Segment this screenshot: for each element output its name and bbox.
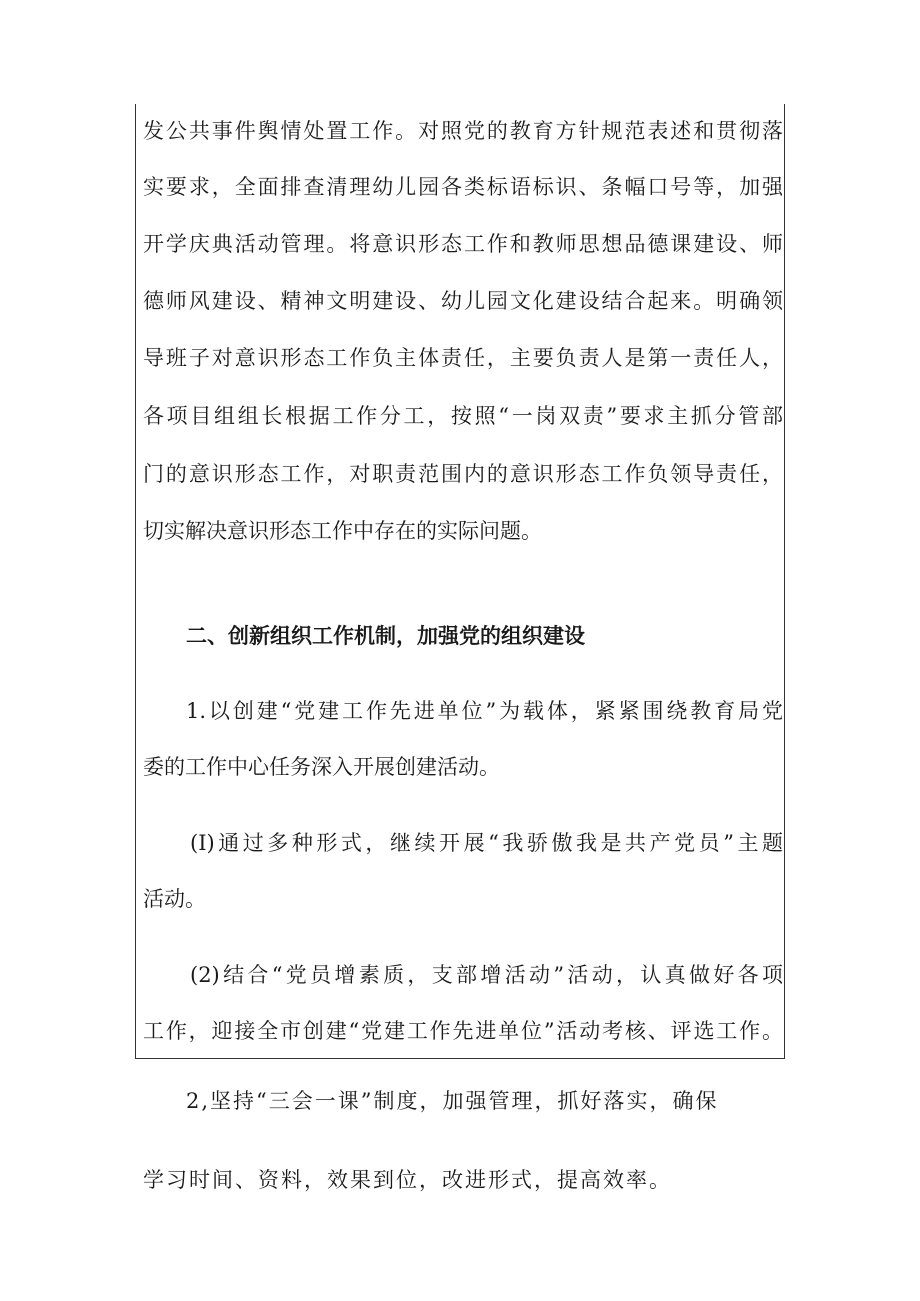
text-line: 导班子对意识形态工作负主体责任，主要负责人是第一责任人， bbox=[143, 346, 783, 370]
text-line: 切实解决意识形态工作中存在的实际问题。 bbox=[143, 519, 542, 543]
sub-item-line: (2)结合“党员增素质，支部增活动”活动，认真做好各项 bbox=[190, 963, 783, 987]
text-line: 学习时间、资料，效果到位，改进形式，提高效率。 bbox=[143, 1168, 672, 1192]
text-line: 开学庆典活动管理。将意识形态工作和教师思想品德课建设、师 bbox=[143, 232, 783, 256]
text-line: 德师风建设、精神文明建设、幼儿园文化建设结合起来。明确领 bbox=[143, 289, 783, 313]
sub-item-line: 工作，迎接全市创建“党建工作先进单位”活动考核、评选工作。 bbox=[143, 1019, 783, 1043]
item-line: 1.以创建“党建工作先进单位”为载体，紧紧围绕教育局党 bbox=[186, 699, 783, 723]
item-line: 委的工作中心任务深入开展创建活动。 bbox=[143, 755, 500, 779]
item-line: 2,坚持“三会一课”制度，加强管理，抓好落实，确保 bbox=[186, 1089, 719, 1113]
text-line: 各项目组组长根据工作分工，按照“一岗双责”要求主抓分管部 bbox=[143, 404, 783, 428]
text-line: 发公共事件舆情处置工作。对照党的教育方针规范表述和贯彻落 bbox=[143, 119, 783, 143]
sub-item-line: (I)通过多种形式，继续开展“我骄傲我是共产党员”主题 bbox=[190, 831, 783, 855]
section-heading: 二、创新组织工作机制，加强党的组织建设 bbox=[186, 624, 585, 648]
text-line: 实要求，全面排查清理幼儿园各类标语标识、条幅口号等，加强 bbox=[143, 175, 783, 199]
text-line: 门的意识形态工作，对职责范围内的意识形态工作负领导责任， bbox=[143, 462, 783, 486]
sub-item-line: 活动。 bbox=[143, 887, 206, 911]
